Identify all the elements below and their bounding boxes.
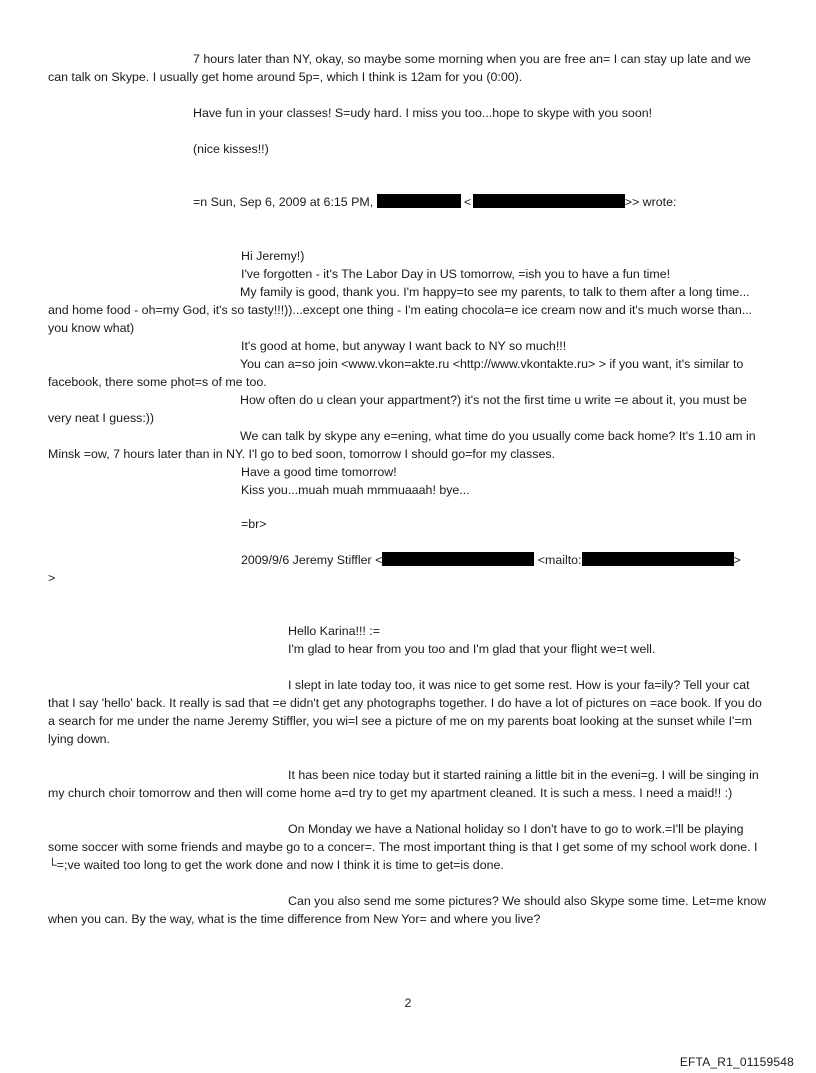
karina-br-line: =br> bbox=[241, 517, 267, 531]
redacted-jeremy-email bbox=[382, 552, 534, 566]
redacted-sender-name bbox=[377, 194, 461, 208]
quote-header-2-prefix: 2009/9/6 Jeremy Stiffler < bbox=[241, 553, 383, 567]
karina-labor-day: I've forgotten - it's The Labor Day in US tomorrow, =ish you to have a fun time! bbox=[241, 267, 671, 281]
quote-header-1-lt: < bbox=[464, 195, 472, 209]
redacted-sender-email bbox=[473, 194, 625, 208]
jeremy-greeting: Hello Karina!!! := bbox=[288, 624, 380, 638]
karina-good-time: Have a good time tomorrow! bbox=[241, 465, 397, 479]
page-number: 2 bbox=[404, 996, 412, 1010]
quote-header-1 bbox=[193, 193, 816, 211]
reply-line-kisses: (nice kisses!!) bbox=[193, 142, 269, 156]
karina-apartment-paragraph: How often do u clean your appartment?) it's not the first time u write =e about it, you must be very neat I guess:)) bbox=[48, 393, 747, 425]
jeremy-rain-paragraph: It has been nice today but it started raining a little bit in the eveni=g. I will be singing in my church choir tomorrow and then will come home a=d try to get my apartment cleaned. It is such a mess. I need a maid!! :) bbox=[48, 768, 759, 800]
karina-family-paragraph: My family is good, thank you. I'm happy=to see my parents, to talk to them after a long time... and home food - oh=my God, it's so tasty!!!))...except one thing - I'm eating chocola=e ice cream now and it's much worse than... you know what) bbox=[48, 285, 753, 335]
reply-paragraph-time: 7 hours later than NY, okay, so maybe some morning when you are free an= I can stay up late and we can talk on Skype. I usually get home around 5p=, which I think is 12am for you (0:00). bbox=[48, 52, 751, 84]
quote-header-1-suffix: >> wrote: bbox=[624, 195, 677, 209]
quote-header-2 bbox=[241, 551, 816, 569]
jeremy-slept-paragraph: I slept in late today too, it was nice to get some rest. How is your fa=ily? Tell your cat that I say 'hello' back. It really is sad that =e didn't get any photographs together. I do have a lot of pictures on =ace book. If you do a search for me under the name Jeremy Stiffler, you wi=l see a picture of me on my parents boat looking at the sunset while I'=m lying down. bbox=[48, 678, 762, 746]
quote-header-1-prefix: =n Sun, Sep 6, 2009 at 6:15 PM, bbox=[193, 195, 374, 209]
quote-header-2-suffix: > bbox=[733, 553, 741, 567]
karina-vkontakte-paragraph: You can a=so join <www.vkon=akte.ru <http://www.vkontakte.ru> > if you want, it's similar to facebook, there some phot=s of me too. bbox=[48, 357, 744, 389]
karina-greeting: Hi Jeremy!) bbox=[241, 249, 305, 263]
quote-header-2-mailto: <mailto: bbox=[537, 553, 582, 567]
reply-line-classes: Have fun in your classes! S=udy hard. I miss you too...hope to skype with you soon! bbox=[193, 106, 653, 120]
bates-stamp: EFTA_R1_01159548 bbox=[679, 1055, 794, 1069]
redacted-mailto-email bbox=[582, 552, 734, 566]
karina-skype-paragraph: We can talk by skype any e=ening, what time do you usually come back home? It's 1.10 am in Minsk =ow, 7 hours later than in NY. I'l go to bed soon, tomorrow I should go=for my classes. bbox=[48, 429, 756, 461]
quote-header-2-wrap: > bbox=[48, 571, 56, 585]
jeremy-flight-line: I'm glad to hear from you too and I'm glad that your flight we=t well. bbox=[288, 642, 656, 656]
karina-home-line: It's good at home, but anyway I want back to NY so much!!! bbox=[241, 339, 567, 353]
jeremy-holiday-paragraph: On Monday we have a National holiday so I don't have to go to work.=I'll be playing some soccer with some friends and maybe go to a concer=. The most important thing is that I get some of my school work done. I └=;ve waited too long to get the work done and now I think it is time to get=is done. bbox=[48, 822, 758, 872]
jeremy-pictures-paragraph: Can you also send me some pictures? We should also Skype some time. Let=me know when you can. By the way, what is the time difference from New Yor= and where you live? bbox=[48, 894, 767, 926]
karina-kiss-line: Kiss you...muah muah mmmuaaah! bye... bbox=[241, 483, 470, 497]
